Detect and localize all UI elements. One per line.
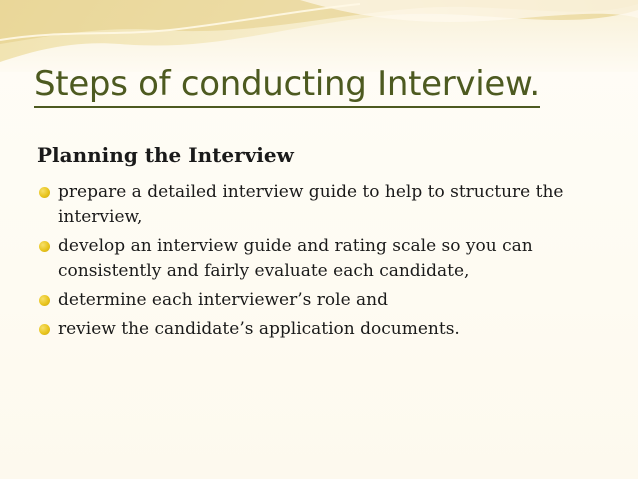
list-item [36,317,626,342]
gold-dot-icon [39,324,50,335]
bullet-text: prepare a detailed interview guide to help to structure the interview, [58,182,564,227]
bullet-text: determine each interviewer’s role and [58,290,389,310]
bullet-text: develop an interview guide and rating scale so you can consistently and fairly evaluate each candidate, [58,236,533,281]
bullet-text: review the candidate’s application documents. [58,319,460,339]
gold-dot-icon [39,241,50,252]
list-item [36,234,626,284]
list-item [36,180,626,230]
slide-title: Steps of conducting Interview. [34,62,540,108]
section-subheading: Planning the Interview [37,143,294,167]
bullet-list [36,180,626,346]
gold-dot-icon [39,295,50,306]
list-item [36,288,626,313]
gold-dot-icon [39,187,50,198]
